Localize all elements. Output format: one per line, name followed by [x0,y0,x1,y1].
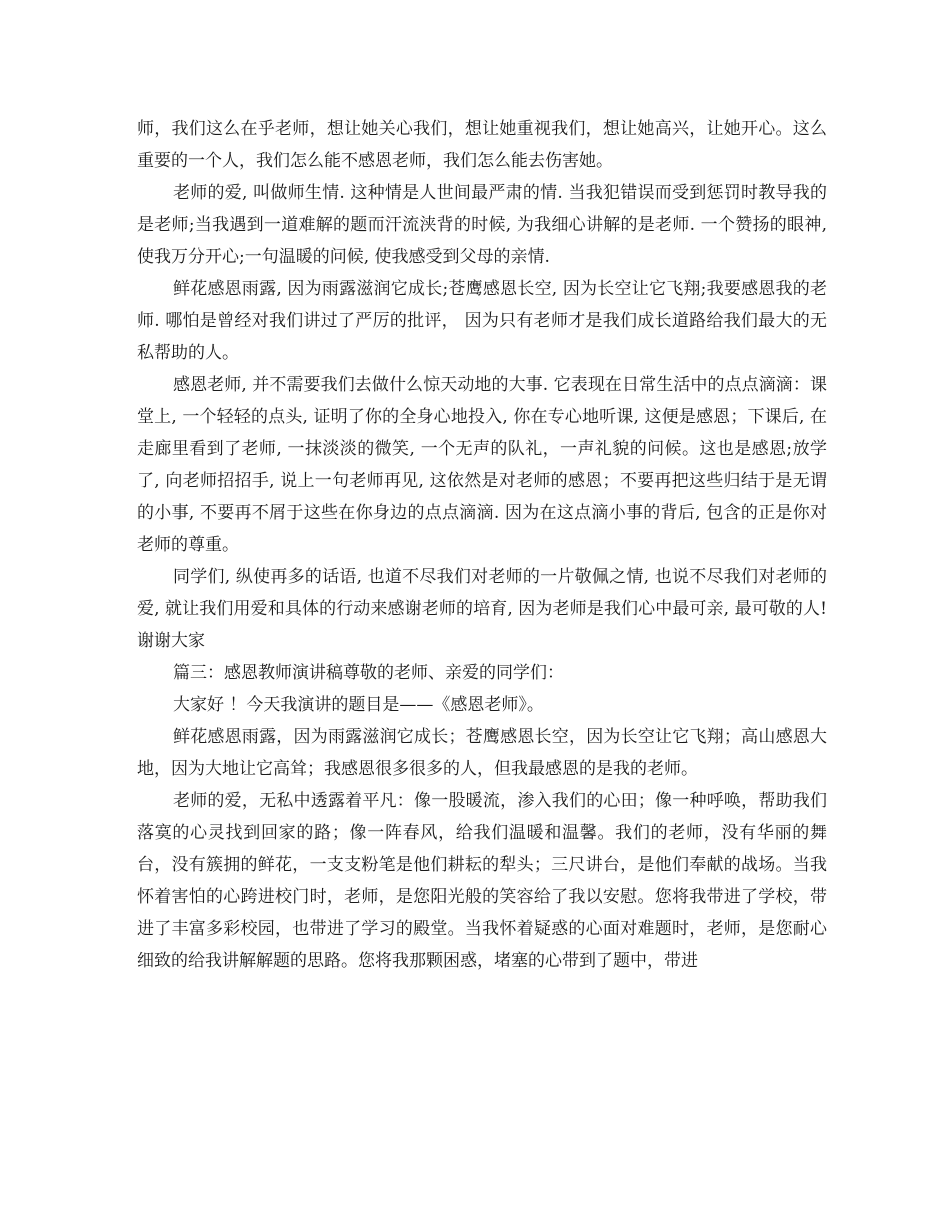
paragraph-5: 同学们, 纵使再多的话语, 也道不尽我们对老师的一片敬佩之情, 也说不尽我们对老师的爱, 就让我们用爱和具体的行动来感谢老师的培育, 因为老师是我们心中最可亲, 最可敬的人! 谢谢大家 [137,567,827,651]
paragraph-3: 鲜花感恩雨露, 因为雨露滋润它成长;苍鹰感恩长空, 因为长空让它飞翔;我要感恩我的老师. 哪怕是曾经对我们讲过了严厉的批评， 因为只有老师才是我们成长道路给我们最大的无私帮助的人。 [137,279,827,363]
paragraph-9: 老师的爱，无私中透露着平凡：像一股暖流，渗入我们的心田；像一种呼唤，帮助我们落寞的心灵找到回家的路；像一阵春风，给我们温暖和温馨。我们的老师，没有华丽的舞台，没有簇拥的鲜花，一支支粉笔是他们耕耘的犁头；三尺讲台，是他们奉献的战场。当我怀着害怕的心跨进校门时，老师，是您阳光般的笑容给了我以安慰。您将我带进了学校，带进了丰富多彩校园，也带进了学习的殿堂。当我怀着疑惑的心面对难题时，老师，是您耐心细致的给我讲解解题的思路。您将我那颗困惑，堵塞的心带到了题中，带进 [137,791,827,971]
document-body [137,113,827,977]
greeting-paragraph: 大家好 ！今天我演讲的题目是——《感恩老师》。 [173,695,544,715]
paragraph-8: 鲜花感恩雨露，因为雨露滋润它成长；苍鹰感恩长空，因为长空让它飞翔；高山感恩大地，因为大地让它高耸；我感恩很多很多的人，但我最感恩的是我的老师。 [137,727,827,779]
paragraph-2: 老师的爱, 叫做师生情. 这种情是人世间最严肃的情. 当我犯错误而受到惩罚时教导我的是老师;当我遇到一道难解的题而汗流浃背的时候, 为我细心讲解的是老师. 一个赞扬的眼神, 使我万分开心;一句温暖的问候, 使我感受到父母的亲情. [137,183,827,267]
section-heading: 篇三：感恩教师演讲稿尊敬的老师、亲爱的同学们： [173,663,564,683]
paragraph-1: 师，我们这么在乎老师，想让她关心我们，想让她重视我们，想让她高兴，让她开心。这么重要的一个人，我们怎么能不感恩老师，我们怎么能去伤害她。 [137,119,827,171]
paragraph-4: 感恩老师, 并不需要我们去做什么惊天动地的大事. 它表现在日常生活中的点点滴滴：课堂上, 一个轻轻的点头, 证明了你的全身心地投入, 你在专心地听课, 这便是感恩；下课后, 在走廊里看到了老师, 一抹淡淡的微笑, 一个无声的队礼，一声礼貌的问候。这也是感恩;放学了, 向老师招招手, 说上一句老师再见, 这依然是对老师的感恩；不要再把这些归结于是无谓的小事, 不要再不屑于这些在你身边的点点滴滴. 因为在这点滴小事的背后, 包含的正是你对老师的尊重。 [137,375,827,555]
